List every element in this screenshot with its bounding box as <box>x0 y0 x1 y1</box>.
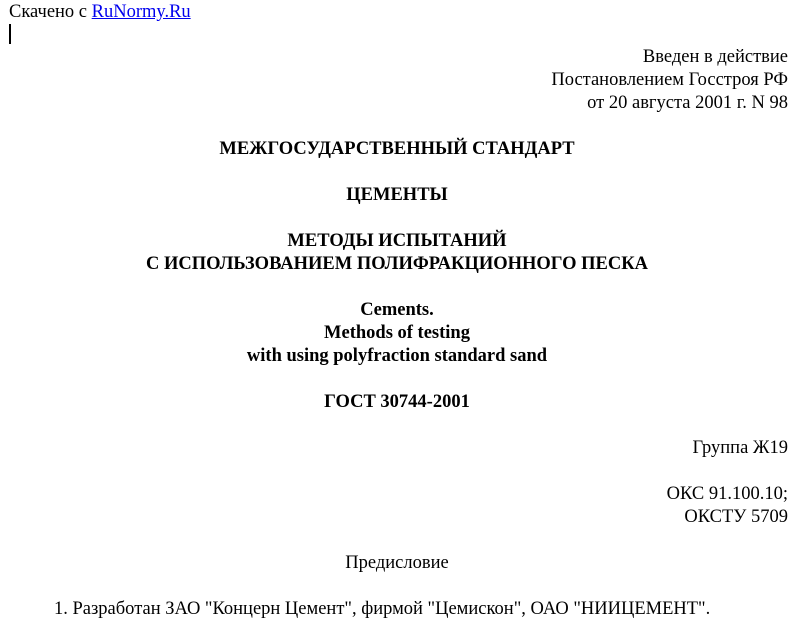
english-title-line-2: Methods of testing <box>324 323 470 343</box>
download-source-prefix: Скачено с <box>9 2 88 22</box>
gost-code: ГОСТ 30744-2001 <box>324 392 470 412</box>
group-code: Группа Ж19 <box>692 438 788 458</box>
runormy-link[interactable]: RuNormy.Ru <box>91 2 191 22</box>
download-source-line <box>9 1 191 24</box>
adoption-line-2: Постановлением Госстроя РФ <box>551 70 788 90</box>
subject-title: ЦЕМЕНТЫ <box>346 185 448 205</box>
oks-code: ОКС 91.100.10; <box>666 484 788 504</box>
interstate-standard-title: МЕЖГОСУДАРСТВЕННЫЙ СТАНДАРТ <box>219 139 575 159</box>
foreword-heading: Предисловие <box>345 553 449 573</box>
okstu-code: ОКСТУ 5709 <box>684 507 788 527</box>
text-cursor <box>9 24 11 44</box>
adoption-line-1: Введен в действие <box>642 47 788 67</box>
methods-title-line-1: МЕТОДЫ ИСПЫТАНИЙ <box>287 231 507 251</box>
english-title-line-1: Cements. <box>360 300 434 320</box>
english-title-line-3: with using polyfraction standard sand <box>246 346 548 366</box>
foreword-item-1: 1. Разработан ЗАО "Концерн Цемент", фирмой "Цемискон", ОАО "НИИЦЕМЕНТ". <box>54 599 711 619</box>
methods-title-line-2: С ИСПОЛЬЗОВАНИЕМ ПОЛИФРАКЦИОННОГО ПЕСКА <box>146 254 648 274</box>
adoption-line-3: от 20 августа 2001 г. N 98 <box>587 93 788 113</box>
